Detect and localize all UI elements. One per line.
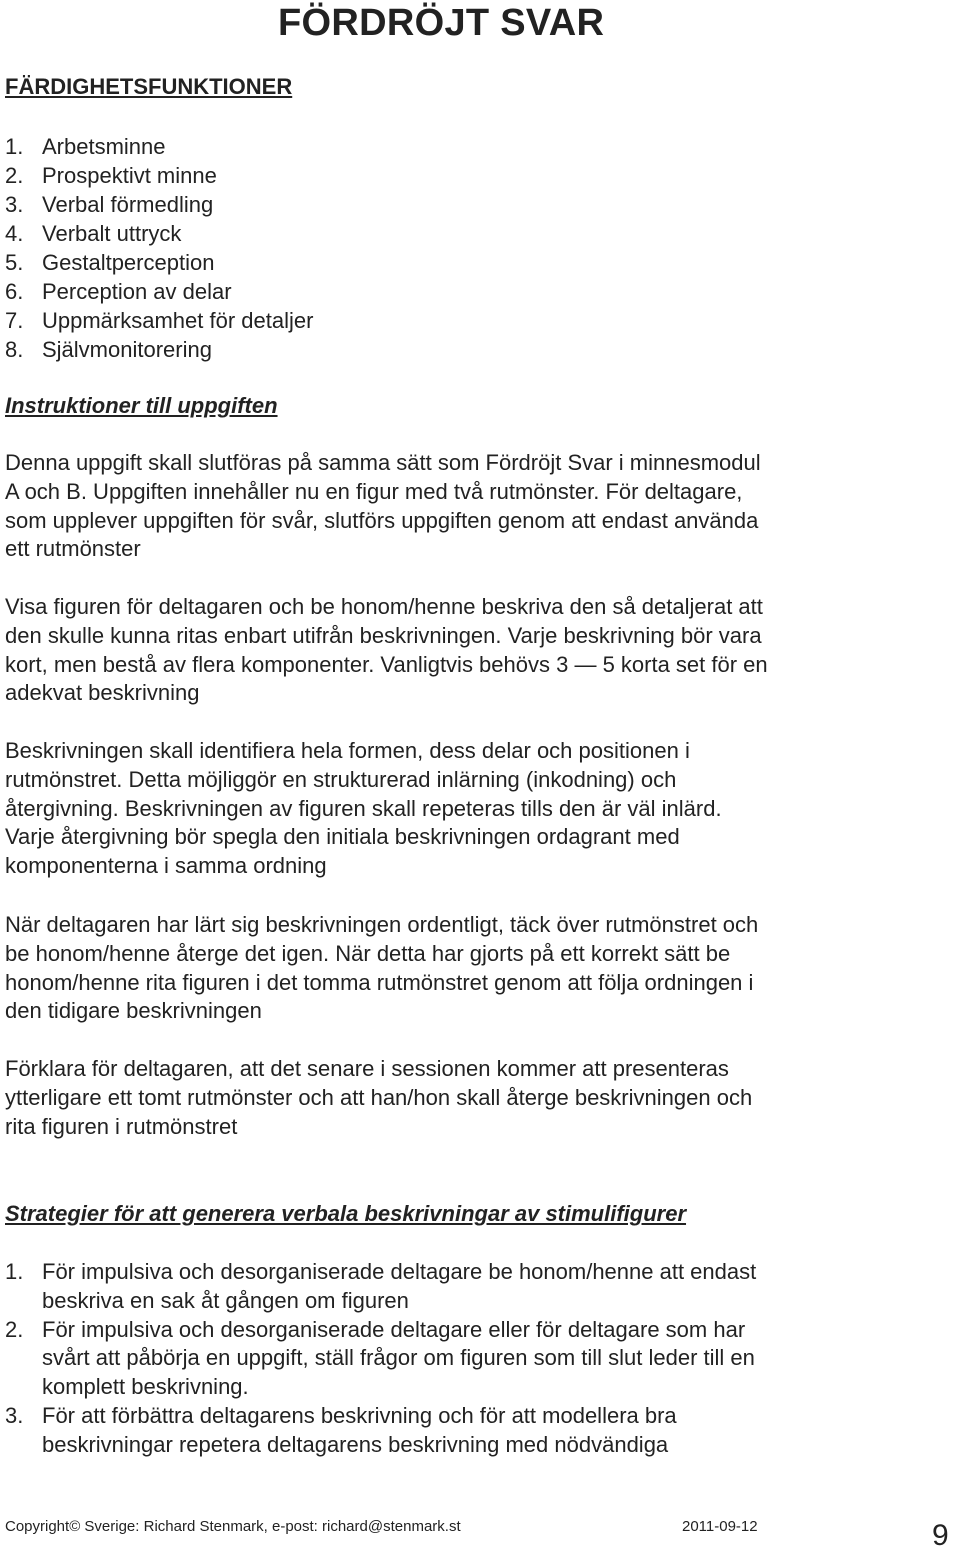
skills-heading: FÄRDIGHETSFUNKTIONER	[5, 74, 293, 99]
strategies-heading: Strategier för att generera verbala beskrivningar av stimulifigurer	[5, 1201, 687, 1226]
list-item-label: Gestaltperception	[42, 250, 215, 275]
paragraph-line: svårt att påbörja en uppgift, ställ frågor om figuren som till slut leder till en	[42, 1345, 755, 1371]
list-item-label: Verbalt uttryck	[42, 221, 182, 246]
list-item-label: Prospektivt minne	[42, 163, 217, 188]
paragraph-line: Denna uppgift skall slutföras på samma sätt som Fördröjt Svar i minnesmodul	[5, 450, 761, 475]
list-item-label: Självmonitorering	[42, 337, 212, 362]
paragraph-line: den tidigare beskrivningen	[5, 998, 262, 1024]
list-item-number: 5.	[5, 250, 24, 275]
paragraph-line: adekvat beskrivning	[5, 680, 200, 706]
list-item-number: 1.	[5, 134, 24, 159]
paragraph-line: honom/henne rita figuren i det tomma rutmönstret genom att följa ordningen i	[5, 969, 754, 995]
paragraph-line: be honom/henne återge det igen. När detta har gjorts på ett korrekt sätt be	[5, 940, 731, 966]
list-item	[5, 219, 313, 248]
paragraph-line: återgivning. Beskrivningen av figuren skall repeteras tills den är väl inlärd.	[5, 795, 722, 821]
page-title: FÖRDRÖJT SVAR	[278, 2, 605, 44]
list-item	[5, 1258, 905, 1316]
list-item	[5, 277, 313, 306]
paragraph-line: För att förbättra deltagarens beskrivning och för att modellera bra	[42, 1402, 677, 1428]
paragraph-line: beskrivningar repetera deltagarens beskrivning med nödvändiga	[42, 1431, 669, 1457]
paragraph-line: Förklara för deltagaren, att det senare i sessionen kommer att presenteras	[5, 1056, 729, 1081]
list-item	[5, 190, 313, 219]
paragraph-line: För impulsiva och desorganiserade deltagare eller för deltagare som har	[42, 1316, 746, 1342]
list-item	[5, 306, 313, 335]
list-item-number: 4.	[5, 221, 24, 246]
paragraph-line: kort, men bestå av flera komponenter. Vanligtvis behövs 3 — 5 korta set för en	[5, 651, 768, 677]
list-item-number: 6.	[5, 279, 24, 304]
list-item-number: 8.	[5, 337, 24, 362]
paragraph-line: För impulsiva och desorganiserade deltagare be honom/henne att endast	[42, 1259, 757, 1284]
paragraph-line: komplett beskrivning.	[42, 1374, 249, 1400]
paragraph-line: rita figuren i rutmönstret	[5, 1113, 238, 1139]
list-item-label: Perception av delar	[42, 279, 232, 304]
list-item-label: Uppmärksamhet för detaljer	[42, 308, 314, 333]
paragraph-line: ytterligare ett tomt rutmönster och att han/hon skall återge beskrivningen och	[5, 1084, 753, 1110]
paragraph-line: Visa figuren för deltagaren och be honom/henne beskriva den så detaljerat att	[5, 594, 763, 619]
list-item-number: 3.	[5, 192, 24, 217]
list-item-number: 2.	[5, 163, 24, 188]
instructions-paragraph	[5, 911, 875, 1026]
list-item-label: Arbetsminne	[42, 134, 166, 159]
footer-date: 2011-09-12	[682, 1518, 758, 1535]
list-item	[5, 161, 313, 190]
list-item	[5, 248, 313, 277]
paragraph-line: ett rutmönster	[5, 536, 141, 562]
instructions-paragraph	[5, 737, 875, 881]
instructions-paragraph	[5, 449, 875, 564]
paragraph-line: rutmönstret. Detta möjliggör en strukturerad inlärning (inkodning) och	[5, 766, 677, 792]
strategies-list	[5, 1258, 905, 1460]
list-item	[5, 132, 313, 161]
page-footer	[5, 1518, 758, 1535]
list-item	[5, 335, 313, 364]
list-item-number: 3.	[5, 1402, 24, 1428]
page-number: 9	[932, 1519, 949, 1552]
paragraph-line: som upplever uppgiften för svår, slutförs uppgiften genom att endast använda	[5, 507, 759, 533]
instructions-paragraph	[5, 593, 875, 708]
instructions-paragraph	[5, 1055, 875, 1141]
paragraph-line: Beskrivningen skall identifiera hela formen, dess delar och positionen i	[5, 738, 690, 763]
paragraph-line: beskriva en sak åt gången om figuren	[42, 1287, 409, 1313]
copyright-text: Copyright© Sverige: Richard Stenmark, e-post: richard@stenmark.st	[5, 1518, 461, 1535]
skills-list	[5, 132, 313, 364]
list-item-number: 1.	[5, 1259, 24, 1284]
paragraph-line: När deltagaren har lärt sig beskrivningen ordentligt, täck över rutmönstret och	[5, 912, 759, 937]
list-item-number: 2.	[5, 1316, 24, 1342]
list-item-number: 7.	[5, 308, 24, 333]
list-item	[5, 1316, 905, 1402]
list-item	[5, 1402, 905, 1460]
paragraph-line: A och B. Uppgiften innehåller nu en figur med två rutmönster. För deltagare,	[5, 478, 743, 504]
paragraph-line: den skulle kunna ritas enbart utifrån beskrivningen. Varje beskrivning bör vara	[5, 622, 762, 648]
list-item-label: Verbal förmedling	[42, 192, 214, 217]
paragraph-line: Varje återgivning bör spegla den initiala beskrivningen ordagrant med	[5, 824, 680, 850]
paragraph-line: komponenterna i samma ordning	[5, 853, 327, 879]
instructions-heading: Instruktioner till uppgiften	[5, 393, 278, 418]
